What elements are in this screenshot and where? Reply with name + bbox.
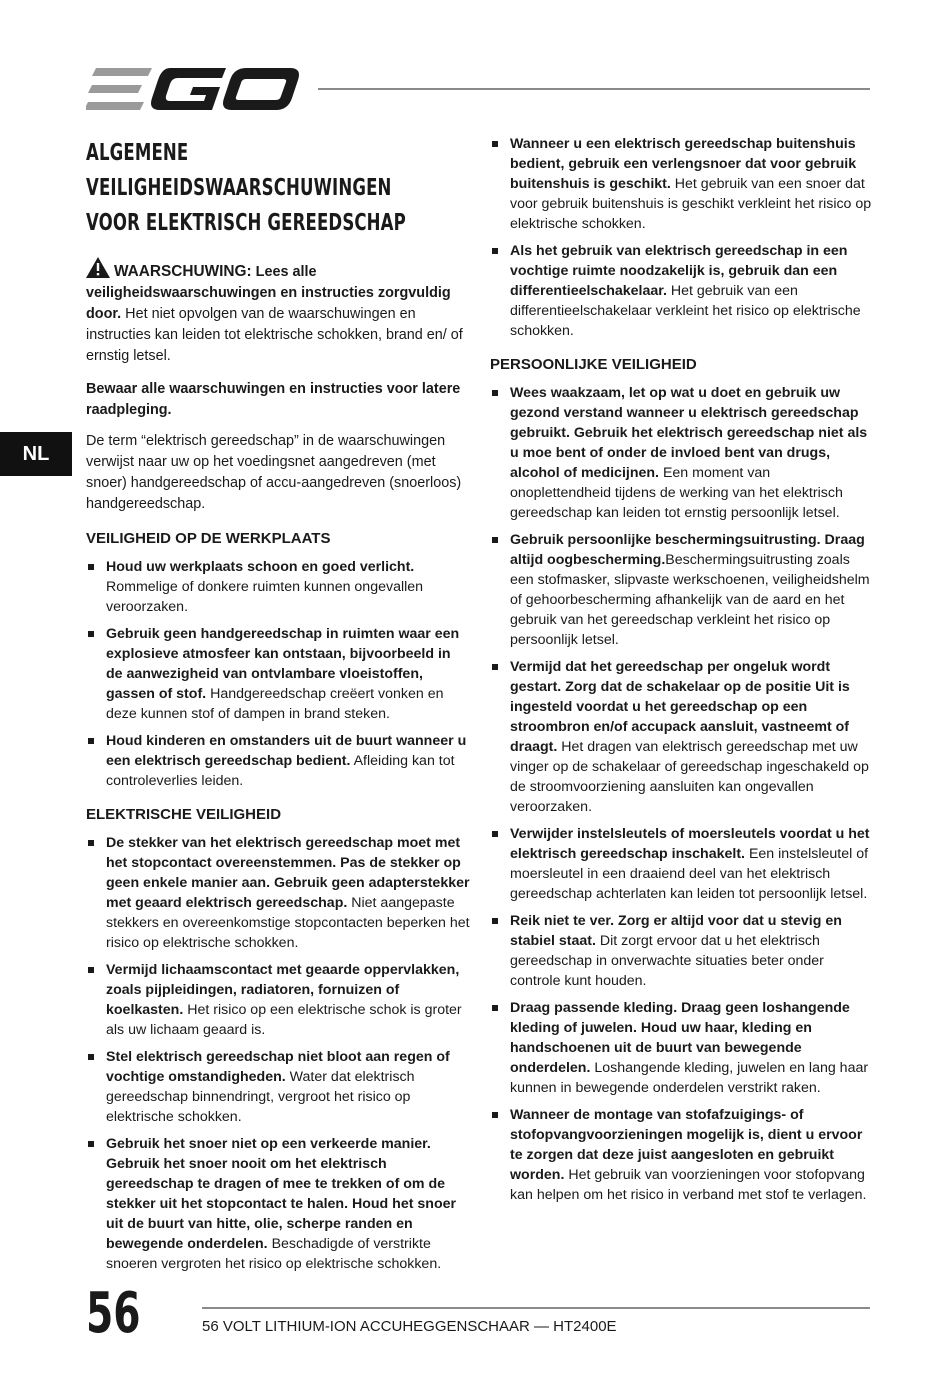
warning-triangle-icon bbox=[86, 257, 110, 278]
list-item: Stel elektrisch gereedschap niet bloot aan regen of vochtige omstandigheden. Water dat elektrisch gereedschap binnendringt, vergroot het risico op elektrische schokken. bbox=[86, 1047, 470, 1127]
title-line-2: VOOR ELEKTRISCH GEREEDSCHAP bbox=[86, 210, 406, 236]
list-item: Gebruik geen handgereedschap in ruimten waar een explosieve atmosfeer kan ontstaan, bijvoorbeeld in de aanwezigheid van ontvlambare vloeistoffen, gassen of stof. Handgereedschap creëert vonken en deze kunnen stof of dampen in brand steken. bbox=[86, 624, 470, 724]
section-heading-work-area: VEILIGHEID OP DE WERKPLAATS bbox=[86, 530, 331, 547]
list-item: Wees waakzaam, let op wat u doet en gebruik uw gezond verstand wanneer u elektrisch gereedschap gebruikt. Gebruik het elektrisch gereedschap niet als u moe bent of onder de invloed bent van drugs, alcohol of medicijnen. Een moment van onoplettendheid tijdens de werking van het elektrisch gereedschap kan leiden tot ernstig persoonlijk letsel. bbox=[490, 383, 874, 523]
footer-product-title: 56 VOLT LITHIUM-ION ACCUHEGGENSCHAAR — HT2400E bbox=[202, 1318, 617, 1335]
ego-logo bbox=[86, 64, 300, 114]
electrical-list-continued bbox=[490, 134, 874, 341]
list-item: Vermijd lichaamscontact met geaarde oppervlakken, zoals pijpleidingen, radiatoren, fornuizen of koelkasten. Het risico op een elektrische schok is groter als uw lichaam geaard is. bbox=[86, 960, 470, 1040]
term-notice: De term “elektrisch gereedschap” in de waarschuwingen verwijst naar uw op het voedingsnet aangedreven (met snoer) handgereedschap of accu-aangedreven (snoerloos) handgereedschap. bbox=[86, 433, 462, 512]
list-item: Gebruik persoonlijke beschermingsuitrusting. Draag altijd oogbescherming.Beschermingsuitrusting zoals een stofmasker, slipvaste werkschoenen, veiligheidshelm of gehoorbescherming afhankelijk van de aard en het gebruik van het gereedschap verkleint het risico op persoonlijk letsel. bbox=[490, 530, 874, 650]
title-line-1: ALGEMENE VEILIGHEIDSWAARSCHUWINGEN bbox=[86, 140, 392, 201]
header-rule bbox=[318, 88, 870, 90]
right-column bbox=[490, 134, 874, 1212]
list-item: Houd uw werkplaats schoon en goed verlicht. Rommelige of donkere ruimten kunnen ongevallen veroorzaken. bbox=[86, 557, 470, 617]
list-item: Draag passende kleding. Draag geen loshangende kleding of juwelen. Houd uw haar, kleding en handschoenen uit de buurt van bewegende onderdelen. Loshangende kleding, juwelen en lang haar kunnen in bewegende onderdelen verstrikt raken. bbox=[490, 998, 874, 1098]
warning-label: WAARSCHUWING: bbox=[114, 263, 252, 280]
list-item: De stekker van het elektrisch gereedschap moet met het stopcontact overeenstemmen. Pas de stekker op geen enkele manier aan. Gebruik geen adapterstekker met geaard elektrisch gereedschap. Niet aangepaste stekkers en overeenkomstige stopcontacten beperken het risico op elektrische schokken. bbox=[86, 833, 470, 953]
list-item: Reik niet te ver. Zorg er altijd voor dat u stevig en stabiel staat. Dit zorgt ervoor dat u het elektrisch gereedschap in onverwachte situaties beter onder controle kunt houden. bbox=[490, 911, 874, 991]
warning-bold: Lees alle veiligheidswaarschuwingen en instructies zorgvuldig door. bbox=[86, 264, 451, 322]
personal-list bbox=[490, 383, 874, 1205]
work-area-list bbox=[86, 557, 470, 791]
warning-text: Het niet opvolgen van de waarschuwingen en instructies kan leiden tot elektrische schokken, brand en/ of ernstig letsel. bbox=[86, 306, 463, 364]
page-number: 56 bbox=[86, 1281, 141, 1346]
list-item: Gebruik het snoer niet op een verkeerde manier. Gebruik het snoer nooit om het elektrisch gereedschap te dragen of mee te trekken of om de stekker uit het stopcontact te halen. Houd het snoer uit de buurt van hitte, olie, scherpe randen en bewegende onderdelen. Beschadigde of verstrikte snoeren vergroten het risico op elektrische schokken. bbox=[86, 1134, 470, 1274]
left-column bbox=[86, 134, 470, 1281]
list-item: Als het gebruik van elektrisch gereedschap in een vochtige ruimte noodzakelijk is, gebruik dan een differentieelschakelaar. Het gebruik van een differentieelschakelaar verkleint het risico op elektrische schokken. bbox=[490, 241, 874, 341]
section-heading-personal: PERSOONLIJKE VEILIGHEID bbox=[490, 356, 697, 373]
keep-notice-text: Bewaar alle waarschuwingen en instructies voor latere raadpleging. bbox=[86, 381, 461, 418]
keep-notice bbox=[86, 379, 470, 421]
list-item: Verwijder instelsleutels of moersleutels voordat u het elektrisch gereedschap inschakelt. Een instelsleutel of moersleutel in een draaiend deel van het elektrisch gereedschap achterlaten kan leiden tot persoonlijk letsel. bbox=[490, 824, 874, 904]
warning-block bbox=[86, 257, 470, 367]
list-item: Wanneer u een elektrisch gereedschap buitenshuis bedient, gebruik een verlengsnoer dat voor gebruik buitenshuis is geschikt. Het gebruik van een snoer dat voor gebruik buitenshuis is geschikt verkleint het risico op elektrische schokken. bbox=[490, 134, 874, 234]
electrical-list bbox=[86, 833, 470, 1274]
language-tab: NL bbox=[0, 432, 72, 476]
list-item: Vermijd dat het gereedschap per ongeluk wordt gestart. Zorg dat de schakelaar op de positie Uit is ingesteld voordat u het gereedschap op een stroombron en/of accupack aansluit, vastneemt of draagt. Het dragen van elektrisch gereedschap met uw vinger op de schakelaar of gereedschap ingeschakeld op de stroomvoorziening aansluiten kan ongevallen veroorzaken. bbox=[490, 657, 874, 817]
page-title bbox=[86, 136, 475, 241]
footer-rule bbox=[202, 1307, 870, 1309]
list-item: Wanneer de montage van stofafzuigings- of stofopvangvoorzieningen mogelijk is, dient u ervoor te zorgen dat deze juist aangesloten en gebruikt worden. Het gebruik van voorzieningen voor stofopvang kan helpen om het risico in verband met stof te verlagen. bbox=[490, 1105, 874, 1205]
list-item: Houd kinderen en omstanders uit de buurt wanneer u een elektrisch gereedschap bedient. Afleiding kan tot controleverlies leiden. bbox=[86, 731, 470, 791]
section-heading-electrical: ELEKTRISCHE VEILIGHEID bbox=[86, 806, 282, 823]
